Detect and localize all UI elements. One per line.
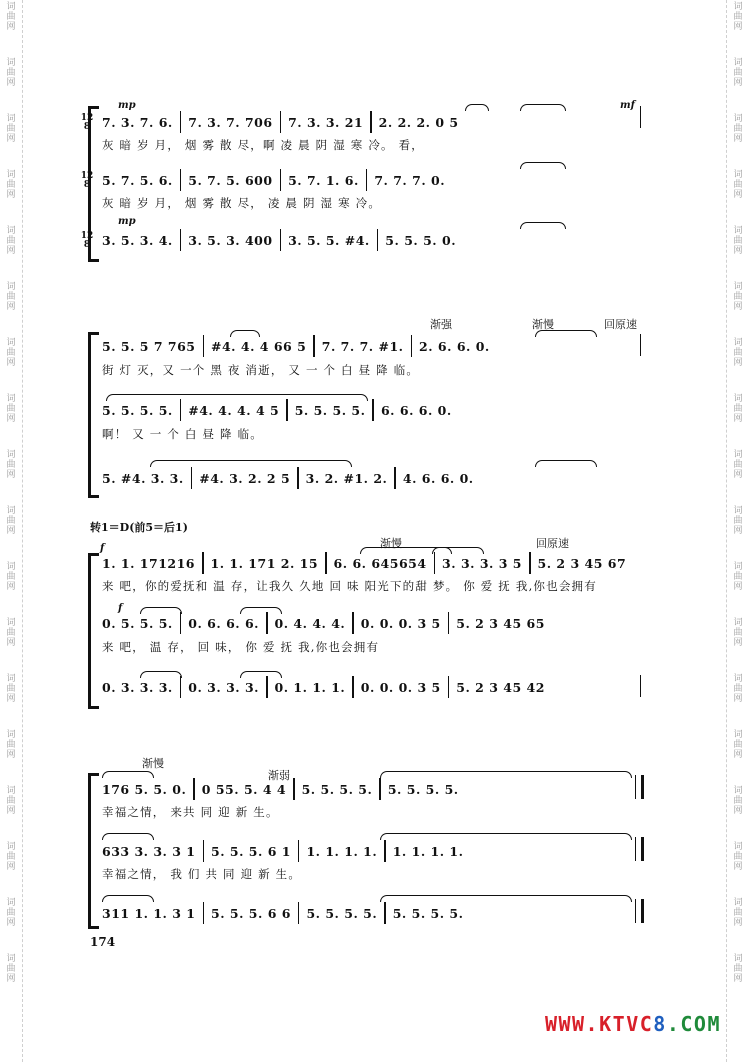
- watermark-text: 词 曲 网: [6, 506, 16, 536]
- barline: [180, 111, 182, 133]
- slur-mark: [240, 607, 282, 614]
- watermark-text: 词 曲 网: [733, 170, 743, 200]
- slur-mark: [140, 671, 182, 678]
- barline: [384, 902, 386, 924]
- staff-soprano-notes: [102, 551, 626, 575]
- time-signature: 12 8: [80, 231, 94, 250]
- barline: [266, 612, 268, 634]
- watermark-text: 词 曲 网: [733, 338, 743, 368]
- measure: 7. 3. 3. 21: [288, 114, 364, 130]
- measure: 5. 5. 5 7 765: [102, 338, 196, 354]
- expression-mark: 渐慢: [380, 537, 402, 550]
- barline: [180, 229, 182, 251]
- measure: 7. 7. 7. #1.: [321, 338, 404, 354]
- staff-alto-lyrics: 幸福之情， 我 们 共 同 迎 新 生。: [102, 867, 302, 881]
- measure: 5. 5. 5. 5.: [294, 402, 366, 418]
- measure: 311 1. 1. 3 1: [102, 905, 196, 921]
- measure: 4. 6. 6. 0.: [402, 470, 474, 486]
- site-prefix: WWW.: [544, 1012, 600, 1036]
- measure: 5. 5. 5. 5.: [392, 905, 464, 921]
- barline: [379, 778, 381, 800]
- measure: 3. 3. 3. 3 5: [442, 555, 522, 571]
- barline: [180, 399, 182, 421]
- time-signature: 12 8: [80, 171, 94, 190]
- measure: #4. 4. 4 66 5: [211, 338, 307, 354]
- expression-mark: 回原速: [536, 537, 569, 550]
- measure: 2. 2. 2. 0 5: [378, 114, 459, 130]
- measure: 0. 3. 3. 3.: [188, 679, 260, 695]
- measure: 5. 5. 5. 5.: [102, 402, 173, 418]
- barline: [298, 840, 300, 862]
- barline: [203, 902, 205, 924]
- barline: [298, 902, 300, 924]
- barline: [280, 111, 282, 133]
- barline: [529, 552, 531, 574]
- staff-bass-notes: [102, 228, 456, 252]
- watermark-text: 词 曲 网: [733, 730, 743, 760]
- staff-soprano-lyrics: 街 灯 灭，又 一个 黑 夜 消逝， 又 一 个 白 昼 降 临。: [102, 363, 420, 377]
- slur-mark: [230, 330, 260, 337]
- measure: 1. 1. 1. 1.: [306, 843, 378, 859]
- measure: 1. 1. 171216: [102, 555, 195, 571]
- staff-soprano-lyrics: 灰 暗 岁 月， 烟 雾 散 尽，啊 凌 晨 阴 湿 寒 冷。 看，: [102, 138, 424, 152]
- barline: [394, 467, 396, 489]
- barline: [202, 552, 204, 574]
- system-brace: [88, 553, 99, 709]
- barline: [313, 335, 315, 357]
- watermark-text: 词 曲 网: [733, 954, 743, 984]
- barline: [384, 840, 386, 862]
- measure: #4. 4. 4. 4 5: [188, 402, 280, 418]
- system-end-bar: [640, 334, 641, 356]
- barline: [193, 778, 195, 800]
- expression-mark: 回原速: [604, 318, 637, 331]
- barline: [297, 467, 299, 489]
- barline: [434, 552, 436, 574]
- measure: 0. 3. 3. 3.: [102, 679, 173, 695]
- slur-mark: [102, 895, 154, 902]
- slur-mark: [432, 547, 484, 554]
- left-edge-divider: [22, 0, 23, 1062]
- barline: [266, 676, 268, 698]
- staff-soprano-lyrics: 来 吧，你的爱抚和 温 存，让我久 久地 回 味 阳光下的甜 梦。 你 爱 抚 我,你也会拥有: [102, 579, 597, 593]
- barline: [411, 335, 413, 357]
- staff-bass-notes: [102, 466, 474, 490]
- final-barline: [635, 775, 644, 799]
- tie-mark: [380, 895, 632, 902]
- measure: 7. 3. 7. 6.: [102, 114, 173, 130]
- measure: 6. 6. 6. 0.: [380, 402, 452, 418]
- dynamic-mark: f: [100, 543, 105, 554]
- barline: [352, 612, 354, 634]
- site-name: KTVC: [599, 1012, 654, 1036]
- final-barline: [635, 837, 644, 861]
- barline: [180, 676, 182, 698]
- measure: 3. 2. #1. 2.: [305, 470, 388, 486]
- measure: 5. 2 3 45 67: [537, 555, 627, 571]
- measure: 3. 5. 5. #4.: [288, 232, 370, 248]
- measure: 7. 3. 7. 706: [188, 114, 273, 130]
- barline: [448, 612, 450, 634]
- barline: [180, 169, 182, 191]
- watermark-text: 词 曲 网: [6, 282, 16, 312]
- measure: 5. 5. 5. 5.: [306, 905, 378, 921]
- watermark-text: 词 曲 网: [6, 618, 16, 648]
- measure: 5. 5. 5. 0.: [385, 232, 457, 248]
- slur-mark: [465, 104, 489, 111]
- dynamic-mark: mp: [118, 100, 136, 111]
- watermark-text: 词 曲 网: [733, 394, 743, 424]
- measure: 2. 6. 6. 0.: [419, 338, 490, 354]
- left-watermark-strip: [0, 0, 22, 1062]
- expression-mark: 渐强: [430, 318, 452, 331]
- page-number: 174: [90, 935, 116, 949]
- barline: [370, 111, 372, 133]
- measure: 0. 0. 0. 3 5: [360, 615, 441, 631]
- slur-mark: [140, 607, 182, 614]
- slur-mark: [520, 162, 566, 169]
- slur-mark: [535, 460, 597, 467]
- measure: 5. 5. 5. 5.: [301, 781, 373, 797]
- score-system-1: [80, 100, 660, 270]
- barline: [280, 229, 282, 251]
- measure: 0 55. 5. 4 4: [201, 781, 287, 797]
- barline: [293, 778, 295, 800]
- measure: 0. 4. 4. 4.: [274, 615, 346, 631]
- measure: 0. 1. 1. 1.: [274, 679, 346, 695]
- staff-alto-lyrics: 灰 暗 岁 月， 烟 雾 散 尽， 凌 晨 阴 湿 寒 冷。: [102, 196, 382, 210]
- slur-mark: [535, 330, 597, 337]
- barline: [203, 335, 205, 357]
- staff-alto-notes: [102, 168, 445, 192]
- watermark-text: 词 曲 网: [6, 674, 16, 704]
- measure: 5. #4. 3. 3.: [102, 470, 184, 486]
- staff-soprano-notes: [102, 110, 459, 134]
- measure: 1. 1. 171 2. 15: [210, 555, 319, 571]
- measure: 5. 2 3 45 42: [456, 679, 545, 695]
- expression-mark: 渐弱: [268, 769, 290, 782]
- slur-mark: [520, 222, 566, 229]
- measure: 6. 6. 645654: [333, 555, 427, 571]
- staff-alto-notes: [102, 611, 545, 635]
- watermark-text: 词 曲 网: [733, 786, 743, 816]
- barline: [377, 229, 379, 251]
- barline: [372, 399, 374, 421]
- barline: [352, 676, 354, 698]
- tie-mark: [106, 394, 368, 401]
- watermark-text: 词 曲 网: [6, 450, 16, 480]
- barline: [180, 612, 182, 634]
- dynamic-mark: mf: [620, 100, 635, 111]
- expression-mark: 渐慢: [142, 757, 164, 770]
- right-watermark-strip: [727, 0, 749, 1062]
- watermark-text: 词 曲 网: [733, 898, 743, 928]
- watermark-text: 词 曲 网: [6, 562, 16, 592]
- site-digit: 8: [653, 1012, 667, 1036]
- measure: 5. 7. 1. 6.: [288, 172, 359, 188]
- measure: 633 3. 3. 3 1: [102, 843, 196, 859]
- dynamic-mark: mp: [118, 216, 136, 227]
- watermark-text: 词 曲 网: [6, 226, 16, 256]
- system-end-bar: [640, 675, 641, 697]
- watermark-text: 词 曲 网: [733, 674, 743, 704]
- expression-mark: 渐慢: [532, 318, 554, 331]
- measure: #4. 3. 2. 2 5: [199, 470, 291, 486]
- staff-soprano-notes: [102, 777, 459, 801]
- system-brace: [88, 332, 99, 498]
- measure: 7. 7. 7. 0.: [374, 172, 446, 188]
- measure: 5. 5. 5. 5.: [387, 781, 459, 797]
- measure: 0. 6. 6. 6.: [188, 615, 260, 631]
- measure: 0. 5. 5. 5.: [102, 615, 173, 631]
- watermark-text: 词 曲 网: [733, 2, 743, 32]
- dynamic-mark: f: [118, 603, 123, 614]
- watermark-text: 词 曲 网: [6, 898, 16, 928]
- system-end-bar: [640, 106, 641, 128]
- measure: 0. 0. 0. 3 5: [360, 679, 441, 695]
- barline: [286, 399, 288, 421]
- measure: 3. 5. 3. 4.: [102, 232, 173, 248]
- system-brace: [88, 773, 99, 929]
- measure: 176 5. 5. 0.: [102, 781, 187, 797]
- watermark-text: 词 曲 网: [6, 842, 16, 872]
- watermark-text: 词 曲 网: [6, 786, 16, 816]
- slur-mark: [240, 671, 282, 678]
- watermark-text: 词 曲 网: [6, 2, 16, 32]
- site-watermark-link[interactable]: [545, 1012, 721, 1036]
- barline: [366, 169, 368, 191]
- staff-bass-notes: [102, 675, 545, 699]
- watermark-text: 词 曲 网: [6, 338, 16, 368]
- measure: 3. 5. 3. 400: [188, 232, 273, 248]
- tie-mark: [380, 833, 632, 840]
- slur-mark: [102, 771, 154, 778]
- watermark-text: 词 曲 网: [733, 114, 743, 144]
- barline: [191, 467, 193, 489]
- staff-alto-notes: [102, 839, 463, 863]
- score-system-2: [80, 310, 660, 500]
- score-system-3: [80, 535, 660, 715]
- watermark-text: 词 曲 网: [733, 450, 743, 480]
- barline: [203, 840, 205, 862]
- watermark-text: 词 曲 网: [733, 226, 743, 256]
- watermark-text: 词 曲 网: [733, 618, 743, 648]
- watermark-text: 词 曲 网: [6, 730, 16, 760]
- score-system-4: [80, 755, 660, 930]
- right-edge-divider: [726, 0, 727, 1062]
- time-signature: 12 8: [80, 113, 94, 132]
- staff-soprano-notes: [102, 334, 490, 358]
- watermark-text: 词 曲 网: [6, 170, 16, 200]
- measure: 1. 1. 1. 1.: [392, 843, 464, 859]
- measure: 5. 7. 5. 600: [188, 172, 273, 188]
- measure: 5. 2 3 45 65: [456, 615, 545, 631]
- staff-alto-lyrics: 来 吧， 温 存， 回 味， 你 爱 抚 我,你也会拥有: [102, 640, 380, 654]
- measure: 5. 5. 5. 6 6: [211, 905, 291, 921]
- staff-alto-notes: [102, 398, 452, 422]
- slur-mark: [520, 104, 566, 111]
- final-barline: [635, 899, 644, 923]
- key-change-mark: 转1＝D(前5＝后1): [90, 521, 188, 534]
- watermark-text: 词 曲 网: [6, 394, 16, 424]
- slur-mark: [102, 833, 154, 840]
- barline: [280, 169, 282, 191]
- watermark-text: 词 曲 网: [733, 282, 743, 312]
- site-suffix: .COM: [666, 1012, 721, 1036]
- barline: [448, 676, 450, 698]
- watermark-text: 词 曲 网: [733, 842, 743, 872]
- watermark-text: 词 曲 网: [6, 58, 16, 88]
- barline: [325, 552, 327, 574]
- staff-alto-lyrics: 啊！ 又 一 个 白 昼 降 临。: [102, 427, 263, 441]
- tie-mark: [380, 771, 632, 778]
- watermark-text: 词 曲 网: [733, 506, 743, 536]
- watermark-text: 词 曲 网: [733, 562, 743, 592]
- staff-soprano-lyrics: 幸福之情， 来共 同 迎 新 生。: [102, 805, 279, 819]
- watermark-text: 词 曲 网: [733, 58, 743, 88]
- measure: 5. 7. 5. 6.: [102, 172, 173, 188]
- watermark-text: 词 曲 网: [6, 114, 16, 144]
- watermark-text: 词 曲 网: [6, 954, 16, 984]
- staff-bass-notes: [102, 901, 463, 925]
- measure: 5. 5. 5. 6 1: [211, 843, 291, 859]
- tie-mark: [150, 460, 352, 467]
